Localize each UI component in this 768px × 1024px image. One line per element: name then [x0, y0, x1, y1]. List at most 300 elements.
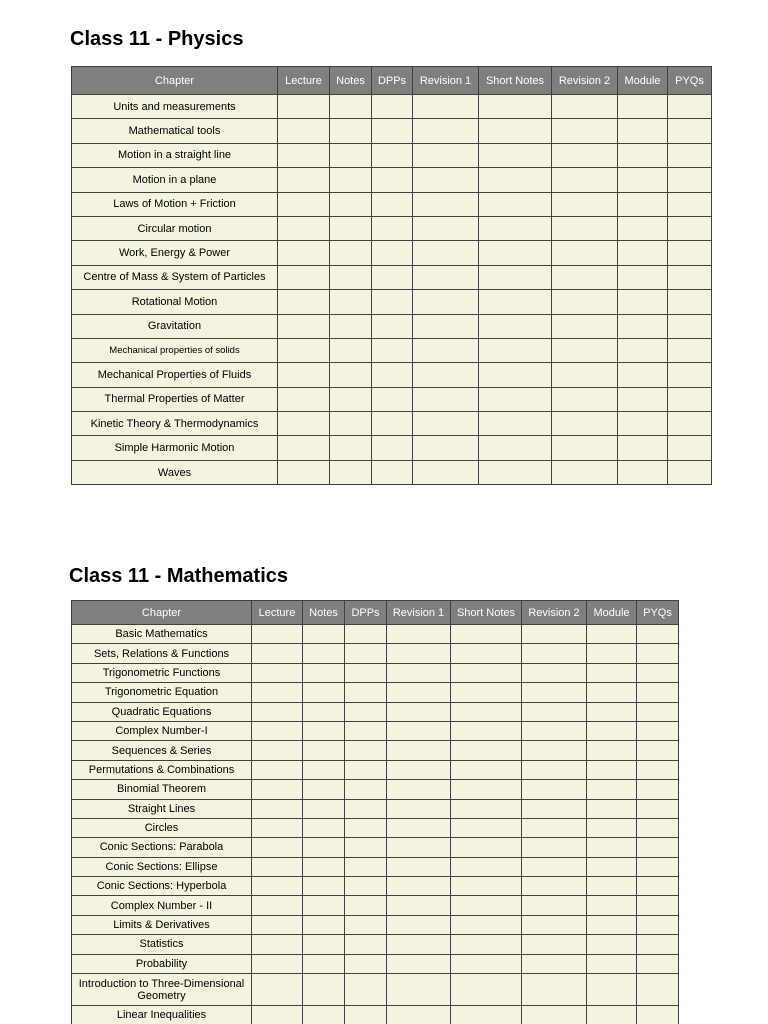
dpps-checkbox-cell[interactable] [345, 721, 387, 740]
lecture-checkbox-cell[interactable] [278, 460, 330, 484]
column-header-module: Module [618, 67, 668, 95]
short-notes-checkbox-cell[interactable] [479, 412, 552, 436]
module-checkbox-cell[interactable] [587, 896, 637, 915]
revision-2-checkbox-cell[interactable] [522, 683, 587, 702]
short-notes-checkbox-cell[interactable] [451, 760, 522, 779]
pyqs-checkbox-cell[interactable] [668, 290, 712, 314]
revision-1-checkbox-cell[interactable] [387, 799, 451, 818]
short-notes-checkbox-cell[interactable] [451, 1006, 522, 1024]
pyqs-checkbox-cell[interactable] [668, 241, 712, 265]
module-checkbox-cell[interactable] [587, 663, 637, 682]
pyqs-checkbox-cell[interactable] [668, 95, 712, 119]
short-notes-checkbox-cell[interactable] [479, 290, 552, 314]
module-checkbox-cell[interactable] [618, 192, 668, 216]
module-checkbox-cell[interactable] [618, 338, 668, 362]
pyqs-checkbox-cell[interactable] [668, 412, 712, 436]
dpps-checkbox-cell[interactable] [345, 954, 387, 973]
short-notes-checkbox-cell[interactable] [451, 857, 522, 876]
lecture-checkbox-cell[interactable] [278, 241, 330, 265]
revision-1-checkbox-cell[interactable] [413, 95, 479, 119]
revision-2-checkbox-cell[interactable] [522, 721, 587, 740]
short-notes-checkbox-cell[interactable] [479, 363, 552, 387]
short-notes-checkbox-cell[interactable] [451, 896, 522, 915]
short-notes-checkbox-cell[interactable] [479, 265, 552, 289]
pyqs-checkbox-cell[interactable] [668, 216, 712, 240]
short-notes-checkbox-cell[interactable] [451, 625, 522, 644]
module-checkbox-cell[interactable] [618, 436, 668, 460]
pyqs-checkbox-cell[interactable] [637, 663, 679, 682]
pyqs-checkbox-cell[interactable] [637, 915, 679, 934]
module-checkbox-cell[interactable] [618, 119, 668, 143]
lecture-checkbox-cell[interactable] [278, 314, 330, 338]
revision-1-checkbox-cell[interactable] [387, 838, 451, 857]
dpps-checkbox-cell[interactable] [345, 915, 387, 934]
dpps-checkbox-cell[interactable] [372, 241, 413, 265]
revision-1-checkbox-cell[interactable] [387, 741, 451, 760]
notes-checkbox-cell[interactable] [303, 644, 345, 663]
revision-2-checkbox-cell[interactable] [552, 192, 618, 216]
revision-1-checkbox-cell[interactable] [413, 168, 479, 192]
module-checkbox-cell[interactable] [587, 721, 637, 740]
revision-1-checkbox-cell[interactable] [387, 896, 451, 915]
chapter-name-cell: Circular motion [72, 216, 278, 240]
pyqs-checkbox-cell[interactable] [637, 760, 679, 779]
dpps-checkbox-cell[interactable] [372, 460, 413, 484]
module-checkbox-cell[interactable] [618, 143, 668, 167]
revision-1-checkbox-cell[interactable] [387, 780, 451, 799]
notes-checkbox-cell[interactable] [303, 1006, 345, 1024]
lecture-checkbox-cell[interactable] [252, 818, 303, 837]
dpps-checkbox-cell[interactable] [372, 119, 413, 143]
module-checkbox-cell[interactable] [587, 683, 637, 702]
dpps-checkbox-cell[interactable] [372, 216, 413, 240]
module-checkbox-cell[interactable] [618, 168, 668, 192]
lecture-checkbox-cell[interactable] [252, 799, 303, 818]
dpps-checkbox-cell[interactable] [345, 896, 387, 915]
pyqs-checkbox-cell[interactable] [637, 896, 679, 915]
notes-checkbox-cell[interactable] [303, 974, 345, 1006]
column-header-pyqs: PYQs [637, 601, 679, 625]
revision-2-checkbox-cell[interactable] [552, 314, 618, 338]
lecture-checkbox-cell[interactable] [252, 780, 303, 799]
revision-1-checkbox-cell[interactable] [387, 818, 451, 837]
lecture-checkbox-cell[interactable] [252, 644, 303, 663]
revision-1-checkbox-cell[interactable] [413, 363, 479, 387]
dpps-checkbox-cell[interactable] [372, 192, 413, 216]
module-checkbox-cell[interactable] [618, 363, 668, 387]
revision-1-checkbox-cell[interactable] [387, 857, 451, 876]
short-notes-checkbox-cell[interactable] [451, 741, 522, 760]
dpps-checkbox-cell[interactable] [345, 644, 387, 663]
dpps-checkbox-cell[interactable] [345, 702, 387, 721]
pyqs-checkbox-cell[interactable] [637, 741, 679, 760]
dpps-checkbox-cell[interactable] [345, 799, 387, 818]
notes-checkbox-cell[interactable] [330, 314, 372, 338]
revision-2-checkbox-cell[interactable] [522, 838, 587, 857]
dpps-checkbox-cell[interactable] [345, 683, 387, 702]
revision-2-checkbox-cell[interactable] [552, 290, 618, 314]
lecture-checkbox-cell[interactable] [252, 721, 303, 740]
lecture-checkbox-cell[interactable] [278, 363, 330, 387]
short-notes-checkbox-cell[interactable] [479, 338, 552, 362]
lecture-checkbox-cell[interactable] [278, 338, 330, 362]
dpps-checkbox-cell[interactable] [345, 935, 387, 954]
notes-checkbox-cell[interactable] [303, 683, 345, 702]
module-checkbox-cell[interactable] [618, 290, 668, 314]
pyqs-checkbox-cell[interactable] [668, 265, 712, 289]
revision-2-checkbox-cell[interactable] [552, 119, 618, 143]
lecture-checkbox-cell[interactable] [252, 877, 303, 896]
revision-2-checkbox-cell[interactable] [552, 436, 618, 460]
short-notes-checkbox-cell[interactable] [479, 460, 552, 484]
revision-1-checkbox-cell[interactable] [387, 663, 451, 682]
pyqs-checkbox-cell[interactable] [637, 877, 679, 896]
lecture-checkbox-cell[interactable] [252, 974, 303, 1006]
notes-checkbox-cell[interactable] [303, 721, 345, 740]
revision-1-checkbox-cell[interactable] [413, 338, 479, 362]
short-notes-checkbox-cell[interactable] [451, 644, 522, 663]
notes-checkbox-cell[interactable] [330, 290, 372, 314]
notes-checkbox-cell[interactable] [330, 216, 372, 240]
physics-section-title: Class 11 - Physics [70, 28, 244, 50]
short-notes-checkbox-cell[interactable] [479, 119, 552, 143]
chapter-name-cell: Straight Lines [72, 799, 252, 818]
lecture-checkbox-cell[interactable] [278, 290, 330, 314]
revision-1-checkbox-cell[interactable] [413, 290, 479, 314]
dpps-checkbox-cell[interactable] [345, 625, 387, 644]
revision-1-checkbox-cell[interactable] [387, 935, 451, 954]
chapter-name-cell: Laws of Motion + Friction [72, 192, 278, 216]
lecture-checkbox-cell[interactable] [278, 168, 330, 192]
revision-1-checkbox-cell[interactable] [413, 314, 479, 338]
pyqs-checkbox-cell[interactable] [637, 954, 679, 973]
short-notes-checkbox-cell[interactable] [451, 683, 522, 702]
pyqs-checkbox-cell[interactable] [637, 721, 679, 740]
short-notes-checkbox-cell[interactable] [451, 935, 522, 954]
lecture-checkbox-cell[interactable] [252, 625, 303, 644]
revision-1-checkbox-cell[interactable] [387, 877, 451, 896]
revision-2-checkbox-cell[interactable] [522, 954, 587, 973]
dpps-checkbox-cell[interactable] [345, 857, 387, 876]
short-notes-checkbox-cell[interactable] [451, 702, 522, 721]
short-notes-checkbox-cell[interactable] [479, 436, 552, 460]
revision-1-checkbox-cell[interactable] [387, 974, 451, 1006]
lecture-checkbox-cell[interactable] [278, 412, 330, 436]
dpps-checkbox-cell[interactable] [372, 265, 413, 289]
pyqs-checkbox-cell[interactable] [668, 192, 712, 216]
notes-checkbox-cell[interactable] [330, 412, 372, 436]
dpps-checkbox-cell[interactable] [345, 818, 387, 837]
chapter-name-cell: Trigonometric Functions [72, 663, 252, 682]
notes-checkbox-cell[interactable] [303, 818, 345, 837]
lecture-checkbox-cell[interactable] [278, 192, 330, 216]
notes-checkbox-cell[interactable] [303, 935, 345, 954]
pyqs-checkbox-cell[interactable] [637, 838, 679, 857]
dpps-checkbox-cell[interactable] [345, 780, 387, 799]
short-notes-checkbox-cell[interactable] [451, 780, 522, 799]
pyqs-checkbox-cell[interactable] [637, 799, 679, 818]
revision-1-checkbox-cell[interactable] [413, 460, 479, 484]
lecture-checkbox-cell[interactable] [252, 663, 303, 682]
revision-1-checkbox-cell[interactable] [387, 954, 451, 973]
short-notes-checkbox-cell[interactable] [479, 216, 552, 240]
revision-2-checkbox-cell[interactable] [522, 625, 587, 644]
revision-1-checkbox-cell[interactable] [413, 387, 479, 411]
revision-1-checkbox-cell[interactable] [387, 644, 451, 663]
dpps-checkbox-cell[interactable] [372, 436, 413, 460]
dpps-checkbox-cell[interactable] [372, 143, 413, 167]
revision-2-checkbox-cell[interactable] [522, 915, 587, 934]
short-notes-checkbox-cell[interactable] [479, 241, 552, 265]
lecture-checkbox-cell[interactable] [252, 915, 303, 934]
revision-2-checkbox-cell[interactable] [522, 760, 587, 779]
module-checkbox-cell[interactable] [618, 95, 668, 119]
module-checkbox-cell[interactable] [587, 954, 637, 973]
lecture-checkbox-cell[interactable] [278, 387, 330, 411]
notes-checkbox-cell[interactable] [330, 95, 372, 119]
revision-2-checkbox-cell[interactable] [552, 387, 618, 411]
dpps-checkbox-cell[interactable] [372, 95, 413, 119]
revision-1-checkbox-cell[interactable] [387, 625, 451, 644]
module-checkbox-cell[interactable] [618, 460, 668, 484]
pyqs-checkbox-cell[interactable] [637, 625, 679, 644]
notes-checkbox-cell[interactable] [330, 192, 372, 216]
revision-2-checkbox-cell[interactable] [552, 460, 618, 484]
table-row [72, 877, 679, 896]
dpps-checkbox-cell[interactable] [372, 290, 413, 314]
pyqs-checkbox-cell[interactable] [668, 363, 712, 387]
dpps-checkbox-cell[interactable] [372, 387, 413, 411]
lecture-checkbox-cell[interactable] [278, 216, 330, 240]
revision-2-checkbox-cell[interactable] [522, 877, 587, 896]
module-checkbox-cell[interactable] [587, 799, 637, 818]
notes-checkbox-cell[interactable] [303, 780, 345, 799]
pyqs-checkbox-cell[interactable] [668, 387, 712, 411]
notes-checkbox-cell[interactable] [303, 625, 345, 644]
revision-1-checkbox-cell[interactable] [413, 143, 479, 167]
notes-checkbox-cell[interactable] [330, 338, 372, 362]
revision-2-checkbox-cell[interactable] [522, 780, 587, 799]
dpps-checkbox-cell[interactable] [345, 663, 387, 682]
table-row [72, 412, 712, 436]
short-notes-checkbox-cell[interactable] [451, 915, 522, 934]
module-checkbox-cell[interactable] [587, 702, 637, 721]
pyqs-checkbox-cell[interactable] [637, 857, 679, 876]
revision-2-checkbox-cell[interactable] [522, 799, 587, 818]
dpps-checkbox-cell[interactable] [345, 741, 387, 760]
notes-checkbox-cell[interactable] [330, 265, 372, 289]
short-notes-checkbox-cell[interactable] [451, 974, 522, 1006]
short-notes-checkbox-cell[interactable] [451, 838, 522, 857]
pyqs-checkbox-cell[interactable] [637, 683, 679, 702]
notes-checkbox-cell[interactable] [330, 363, 372, 387]
lecture-checkbox-cell[interactable] [252, 741, 303, 760]
lecture-checkbox-cell[interactable] [252, 857, 303, 876]
revision-2-checkbox-cell[interactable] [552, 412, 618, 436]
notes-checkbox-cell[interactable] [303, 838, 345, 857]
revision-1-checkbox-cell[interactable] [413, 412, 479, 436]
module-checkbox-cell[interactable] [618, 241, 668, 265]
lecture-checkbox-cell[interactable] [278, 265, 330, 289]
revision-1-checkbox-cell[interactable] [413, 241, 479, 265]
revision-2-checkbox-cell[interactable] [552, 265, 618, 289]
revision-1-checkbox-cell[interactable] [387, 915, 451, 934]
lecture-checkbox-cell[interactable] [252, 838, 303, 857]
short-notes-checkbox-cell[interactable] [451, 663, 522, 682]
notes-checkbox-cell[interactable] [303, 741, 345, 760]
module-checkbox-cell[interactable] [587, 915, 637, 934]
revision-2-checkbox-cell[interactable] [522, 741, 587, 760]
module-checkbox-cell[interactable] [587, 780, 637, 799]
notes-checkbox-cell[interactable] [303, 857, 345, 876]
revision-1-checkbox-cell[interactable] [413, 119, 479, 143]
revision-2-checkbox-cell[interactable] [552, 168, 618, 192]
notes-checkbox-cell[interactable] [303, 915, 345, 934]
module-checkbox-cell[interactable] [587, 857, 637, 876]
module-checkbox-cell[interactable] [587, 818, 637, 837]
revision-1-checkbox-cell[interactable] [387, 760, 451, 779]
pyqs-checkbox-cell[interactable] [637, 644, 679, 663]
notes-checkbox-cell[interactable] [330, 168, 372, 192]
dpps-checkbox-cell[interactable] [345, 1006, 387, 1024]
revision-1-checkbox-cell[interactable] [413, 265, 479, 289]
pyqs-checkbox-cell[interactable] [637, 1006, 679, 1024]
pyqs-checkbox-cell[interactable] [668, 314, 712, 338]
pyqs-checkbox-cell[interactable] [668, 436, 712, 460]
module-checkbox-cell[interactable] [618, 314, 668, 338]
lecture-checkbox-cell[interactable] [252, 683, 303, 702]
module-checkbox-cell[interactable] [587, 877, 637, 896]
lecture-checkbox-cell[interactable] [278, 436, 330, 460]
revision-2-checkbox-cell[interactable] [552, 338, 618, 362]
revision-2-checkbox-cell[interactable] [552, 95, 618, 119]
module-checkbox-cell[interactable] [618, 265, 668, 289]
notes-checkbox-cell[interactable] [303, 663, 345, 682]
lecture-checkbox-cell[interactable] [278, 119, 330, 143]
pyqs-checkbox-cell[interactable] [637, 702, 679, 721]
revision-2-checkbox-cell[interactable] [522, 857, 587, 876]
notes-checkbox-cell[interactable] [330, 387, 372, 411]
revision-2-checkbox-cell[interactable] [522, 1006, 587, 1024]
lecture-checkbox-cell[interactable] [252, 935, 303, 954]
module-checkbox-cell[interactable] [587, 625, 637, 644]
table-row [72, 1006, 679, 1024]
revision-1-checkbox-cell[interactable] [413, 216, 479, 240]
dpps-checkbox-cell[interactable] [372, 363, 413, 387]
revision-2-checkbox-cell[interactable] [522, 663, 587, 682]
short-notes-checkbox-cell[interactable] [479, 314, 552, 338]
notes-checkbox-cell[interactable] [330, 143, 372, 167]
table-row [72, 760, 679, 779]
dpps-checkbox-cell[interactable] [372, 412, 413, 436]
lecture-checkbox-cell[interactable] [252, 954, 303, 973]
notes-checkbox-cell[interactable] [303, 702, 345, 721]
revision-2-checkbox-cell[interactable] [522, 644, 587, 663]
notes-checkbox-cell[interactable] [303, 896, 345, 915]
notes-checkbox-cell[interactable] [330, 436, 372, 460]
lecture-checkbox-cell[interactable] [252, 1006, 303, 1024]
pyqs-checkbox-cell[interactable] [668, 338, 712, 362]
module-checkbox-cell[interactable] [618, 387, 668, 411]
notes-checkbox-cell[interactable] [303, 877, 345, 896]
notes-checkbox-cell[interactable] [303, 760, 345, 779]
module-checkbox-cell[interactable] [587, 741, 637, 760]
short-notes-checkbox-cell[interactable] [451, 877, 522, 896]
module-checkbox-cell[interactable] [587, 644, 637, 663]
lecture-checkbox-cell[interactable] [252, 896, 303, 915]
revision-2-checkbox-cell[interactable] [552, 241, 618, 265]
pyqs-checkbox-cell[interactable] [637, 780, 679, 799]
revision-1-checkbox-cell[interactable] [387, 1006, 451, 1024]
revision-1-checkbox-cell[interactable] [413, 436, 479, 460]
short-notes-checkbox-cell[interactable] [451, 954, 522, 973]
short-notes-checkbox-cell[interactable] [451, 818, 522, 837]
revision-2-checkbox-cell[interactable] [552, 363, 618, 387]
lecture-checkbox-cell[interactable] [278, 143, 330, 167]
notes-checkbox-cell[interactable] [303, 799, 345, 818]
revision-1-checkbox-cell[interactable] [413, 192, 479, 216]
dpps-checkbox-cell[interactable] [372, 338, 413, 362]
short-notes-checkbox-cell[interactable] [479, 192, 552, 216]
dpps-checkbox-cell[interactable] [345, 974, 387, 1006]
pyqs-checkbox-cell[interactable] [637, 935, 679, 954]
short-notes-checkbox-cell[interactable] [479, 387, 552, 411]
module-checkbox-cell[interactable] [618, 216, 668, 240]
revision-1-checkbox-cell[interactable] [387, 702, 451, 721]
notes-checkbox-cell[interactable] [330, 460, 372, 484]
revision-2-checkbox-cell[interactable] [522, 935, 587, 954]
module-checkbox-cell[interactable] [587, 760, 637, 779]
pyqs-checkbox-cell[interactable] [668, 168, 712, 192]
revision-2-checkbox-cell[interactable] [522, 896, 587, 915]
revision-2-checkbox-cell[interactable] [522, 974, 587, 1006]
notes-checkbox-cell[interactable] [330, 241, 372, 265]
revision-2-checkbox-cell[interactable] [522, 818, 587, 837]
dpps-checkbox-cell[interactable] [372, 314, 413, 338]
pyqs-checkbox-cell[interactable] [637, 974, 679, 1006]
short-notes-checkbox-cell[interactable] [479, 168, 552, 192]
table-row [72, 780, 679, 799]
short-notes-checkbox-cell[interactable] [451, 721, 522, 740]
revision-2-checkbox-cell[interactable] [552, 143, 618, 167]
revision-1-checkbox-cell[interactable] [387, 721, 451, 740]
module-checkbox-cell[interactable] [587, 974, 637, 1006]
short-notes-checkbox-cell[interactable] [479, 95, 552, 119]
pyqs-checkbox-cell[interactable] [637, 818, 679, 837]
short-notes-checkbox-cell[interactable] [451, 799, 522, 818]
module-checkbox-cell[interactable] [587, 935, 637, 954]
revision-2-checkbox-cell[interactable] [552, 216, 618, 240]
module-checkbox-cell[interactable] [587, 838, 637, 857]
notes-checkbox-cell[interactable] [330, 119, 372, 143]
dpps-checkbox-cell[interactable] [345, 877, 387, 896]
notes-checkbox-cell[interactable] [303, 954, 345, 973]
dpps-checkbox-cell[interactable] [345, 760, 387, 779]
lecture-checkbox-cell[interactable] [278, 95, 330, 119]
pyqs-checkbox-cell[interactable] [668, 119, 712, 143]
module-checkbox-cell[interactable] [587, 1006, 637, 1024]
lecture-checkbox-cell[interactable] [252, 702, 303, 721]
lecture-checkbox-cell[interactable] [252, 760, 303, 779]
dpps-checkbox-cell[interactable] [372, 168, 413, 192]
revision-2-checkbox-cell[interactable] [522, 702, 587, 721]
pyqs-checkbox-cell[interactable] [668, 143, 712, 167]
revision-1-checkbox-cell[interactable] [387, 683, 451, 702]
pyqs-checkbox-cell[interactable] [668, 460, 712, 484]
dpps-checkbox-cell[interactable] [345, 838, 387, 857]
module-checkbox-cell[interactable] [618, 412, 668, 436]
short-notes-checkbox-cell[interactable] [479, 143, 552, 167]
